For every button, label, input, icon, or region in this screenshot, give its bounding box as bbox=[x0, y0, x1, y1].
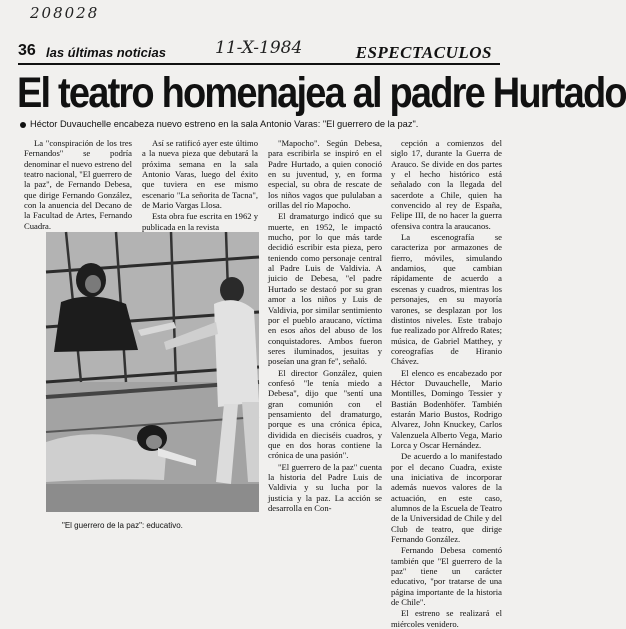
page-header bbox=[18, 38, 500, 62]
article-column-3 bbox=[268, 138, 382, 513]
article-column-4 bbox=[391, 138, 502, 629]
paragraph: De acuerdo a lo manifestado por el decano Cuadra, existe una iniciativa de incorporar además nuevos valores de la actuación, en este caso, alumnos de la Escuela de Teatro de la Universidad de Chile y del Club de teatro, que dirige Fernando González. bbox=[391, 451, 502, 545]
paragraph: Así se ratificó ayer este último a la nueva pieza que debutará la próxima semana en la sala Antonio Varas, luego del éxito que tuviera en ese mismo escenario "La señorita de Tacna", de Mario Vargas Llosa. bbox=[142, 138, 258, 211]
subhead-text: Héctor Duvauchelle encabeza nuevo estreno en la sala Antonio Varas: "El guerrero de la paz". bbox=[30, 119, 419, 129]
clipping-date: 11-X-1984 bbox=[215, 38, 303, 58]
header-rule bbox=[18, 63, 500, 65]
newspaper-name: las últimas noticias bbox=[46, 45, 166, 60]
paragraph: El estreno se realizará el miércoles venidero. bbox=[391, 608, 502, 629]
subhead bbox=[20, 119, 418, 129]
paragraph: cepción a comienzos del siglo 17, durante la Guerra de Arauco. Se divide en dos partes y el hecho histórico está señalado con la llegada del sacerdote a Chile, quien ha convencido al rey de España, Felipe III, de no hacer la guerra ofensiva contra la araucanos. bbox=[391, 138, 502, 231]
headline: El teatro homenajea al padre Hurtado bbox=[17, 70, 626, 118]
photo-caption: "El guerrero de la paz": educativo. bbox=[62, 521, 183, 530]
clipping-number: 208028 bbox=[30, 4, 100, 22]
paragraph: Esta obra fue escrita en 1962 y publicada en la revista bbox=[142, 211, 258, 232]
paragraph: "Mapocho". Según Debesa, para escribirla se inspiró en el Padre Hurtado, a quien conoció en su juventud, y, en forma especial, su obra de rescate de los niños vagos que pululaban a orillas del río Mapocho. bbox=[268, 138, 382, 211]
bullet-icon bbox=[20, 122, 26, 128]
paragraph: La escenografía se caracteriza por armazones de fierro, móviles, simulando andamios, que cambian rápidamente de acuerdo a escenas y cuadros, mientras los personajes, en su mayoría varones, se desplazan por los distintos niveles. Este trabajo fue realizado por Alfredo Rates; música, de Gabriel Matthey, y coreografías de Hiranio Chávez. bbox=[391, 232, 502, 367]
article-column-1 bbox=[24, 138, 132, 231]
paragraph: "El guerrero de la paz" cuenta la historia del Padre Luis de Valdivia y su lucha por la justicia y la paz. La acción se desarrolla en Con- bbox=[268, 461, 382, 514]
article-column-2 bbox=[142, 138, 258, 232]
paragraph: La "conspiración de los tres Fernandos" se podría denominar el nuevo estreno del teatro nacional, "El guerrero de la paz", de Fernando Debesa, que dirige Fernando González, con la anuencia del Decano de la Facultad de Artes, Fernando Cuadra. bbox=[24, 138, 132, 231]
paragraph: Fernando Debesa comentó también que "El guerrero de la paz" tiene un carácter educativo, "por tratarse de una página importante de la historia de Chile". bbox=[391, 545, 502, 608]
section-title: ESPECTACULOS bbox=[355, 43, 492, 62]
stage-photo bbox=[46, 232, 259, 512]
paragraph: El dramaturgo indicó que su muerte, en 1952, le impactó mucho, por lo que más tarde decidió escribir esta pieza, pero teniendo como personaje central al Padre Luis de Valdivia. A juicio de Debesa, "el padre Hurtado se destacó por su gran amor a los niños y Luis de Valdivia, por similar sentimiento por el pueblo araucano, víctima en esos años del abuso de los conquistadores. Ambos fueron seres iluminados, jesuitas y poseían una gran fe", señaló. bbox=[268, 211, 382, 367]
stage-photo-image bbox=[46, 232, 259, 512]
paragraph: El director González, quien confesó "le tenía miedo a Debesa", dijo que "sentí una gran comunión con el pensamiento del dramaturgo, porque es una crónica épica, dividida en dieciséis cuadros, y que en dos horas contiene la crónica de una pasión". bbox=[268, 367, 382, 461]
page-number: 36 bbox=[18, 42, 36, 59]
paragraph: El elenco es encabezado por Héctor Duvauchelle, Mario Montilles, Domingo Tessier y Bastián Bodenhöfer. También estarán Mario Bustos, Rodrigo Alvarez, John Knuckey, Carlos Valenzuela Alberto Vega, Mario Lorca y Oscar Hernández. bbox=[391, 367, 502, 450]
